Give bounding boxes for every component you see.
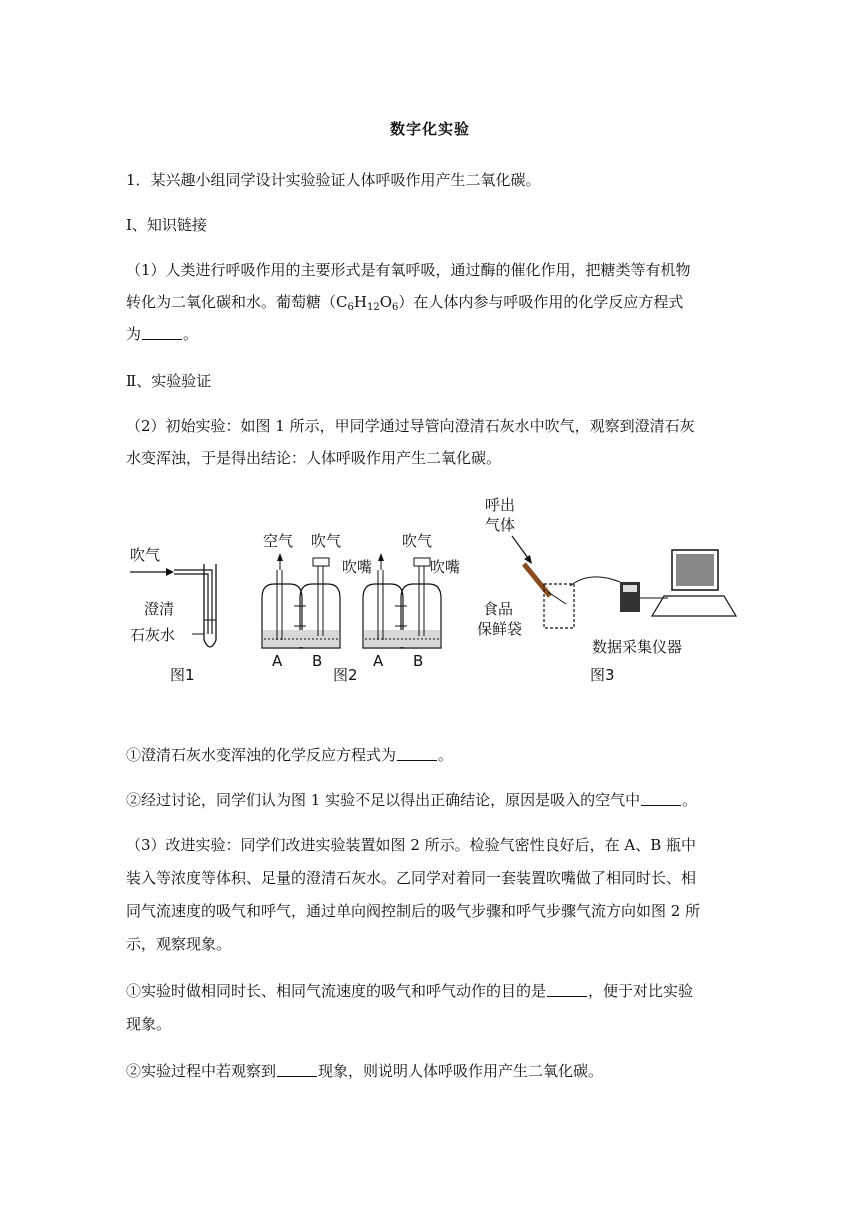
fig2-blow2-label: 吹气 — [402, 532, 433, 550]
figure-1 — [130, 546, 216, 684]
section-heading-experiment: Ⅱ、实验验证 — [126, 372, 212, 390]
fig2-bottle-a2-label: A — [373, 652, 384, 670]
paragraph-1-line-3: 为 。 — [126, 325, 199, 343]
figure-1-caption: 图1 — [170, 666, 195, 684]
fig2-air-label: 空气 — [263, 532, 294, 550]
arrow-line — [512, 536, 528, 558]
paragraph-1-line-1: （1）人类进行呼吸作用的主要形式是有氧呼吸，通过酶的催化作用，把糖类等有机物 — [126, 261, 691, 279]
figure-2-caption: 图2 — [333, 666, 358, 684]
tube-nozzle — [524, 564, 550, 596]
monitor-screen — [676, 554, 714, 586]
answer-blank — [142, 325, 182, 340]
fig1-blow-label: 吹气 — [130, 546, 161, 564]
mouthpiece — [313, 558, 329, 566]
paragraph-3-line-1: （3）改进实验：同学们改进实验装置如图 2 所示。检验气密性良好后，在 A、B 瓶中 — [126, 836, 697, 854]
tube-a — [277, 570, 282, 640]
mouthpiece-2 — [414, 558, 430, 566]
fig3-bag-label-1: 食品 — [483, 600, 514, 618]
sub-question-3-line-2: 现象。 — [126, 1015, 172, 1033]
delivery-tube — [174, 570, 212, 634]
arrow-head-icon — [524, 555, 532, 564]
test-tube — [204, 564, 216, 647]
arrow-up-icon — [378, 553, 384, 561]
sub-question-4: ②实验过程中若观察到 现象，则说明人体呼吸作用产生二氧化碳。 — [126, 1062, 604, 1080]
figure-3-caption: 图3 — [590, 666, 615, 684]
answer-blank — [641, 791, 681, 806]
paragraph-1-line-2: 转化为二氧化碳和水。葡萄糖$(C_6H_{12}O_6)$在人体内参与呼吸作用的化学反应方程式 — [126, 293, 684, 313]
figure-2-left-apparatus — [262, 532, 372, 670]
arrow-up-icon — [277, 553, 283, 561]
collector-screen — [623, 585, 637, 592]
answer-blank — [277, 1062, 317, 1077]
fig2-bottle-b2-label: B — [413, 652, 424, 670]
sub-question-3: ①实验时做相同时长、相同气流速度的吸气和呼气动作的目的是 ，便于对比实验 — [126, 982, 694, 1000]
fig1-lime-label-1: 澄清 — [144, 600, 175, 618]
section-heading-knowledge: Ⅰ、知识链接 — [126, 216, 207, 234]
paragraph-3-line-3: 同气流速度的吸气和呼气，通过单向阀控制后的吸气步骤和呼气步骤气流方向如图 2 所 — [126, 902, 701, 920]
fig3-exhale-label-2: 气体 — [485, 516, 516, 534]
paragraph-2-line-1: （2）初始实验：如图 1 所示，甲同学通过导管向澄清石灰水中吹气，观察到澄清石灰 — [126, 417, 695, 435]
fig3-bag-label-2: 保鲜袋 — [477, 620, 523, 638]
answer-blank — [397, 746, 437, 761]
tube-b-2 — [419, 566, 424, 636]
sub-question-1: ①澄清石灰水变浑浊的化学反应方程式为 。 — [126, 746, 454, 764]
fig3-collector-label: 数据采集仪器 — [592, 638, 683, 656]
fig3-exhale-label-1: 呼出 — [485, 496, 516, 514]
page-title: 数字化实验 — [389, 120, 470, 138]
figure-2-right-apparatus — [333, 532, 460, 684]
fig2-mouth2-label: 吹嘴 — [430, 558, 461, 576]
sub-question-2: ②经过讨论，同学们认为图 1 实验不足以得出正确结论，原因是吸入的空气中 。 — [126, 791, 698, 809]
fig1-lime-label-2: 石灰水 — [130, 626, 176, 644]
fig2-bottle-b-label: B — [312, 652, 323, 670]
paragraph-3-line-2: 装入等浓度等体积、足量的澄清石灰水。乙同学对着同一套装置吹嘴做了相同时长、相 — [126, 869, 697, 887]
fig2-blow-label: 吹气 — [311, 532, 342, 550]
arrow-head-icon — [166, 568, 174, 576]
tube-b — [318, 566, 323, 636]
figure-3 — [477, 496, 736, 684]
sensor-probe — [548, 592, 566, 604]
paragraph-3-line-4: 示，观察现象。 — [126, 935, 232, 953]
fig2-bottle-a-label: A — [272, 652, 283, 670]
experiment-figure — [120, 488, 760, 693]
paragraph-2-line-2: 水变浑浊，于是得出结论：人体呼吸作用产生二氧化碳。 — [126, 449, 502, 467]
fig2-mouth-label: 吹嘴 — [342, 558, 373, 576]
question-stem: 1．某兴趣小组同学设计实验验证人体呼吸作用产生二氧化碳。 — [126, 171, 541, 189]
tube-a-2 — [378, 570, 383, 640]
keyboard-icon — [652, 596, 736, 616]
answer-blank — [547, 982, 587, 997]
cable — [570, 577, 620, 586]
